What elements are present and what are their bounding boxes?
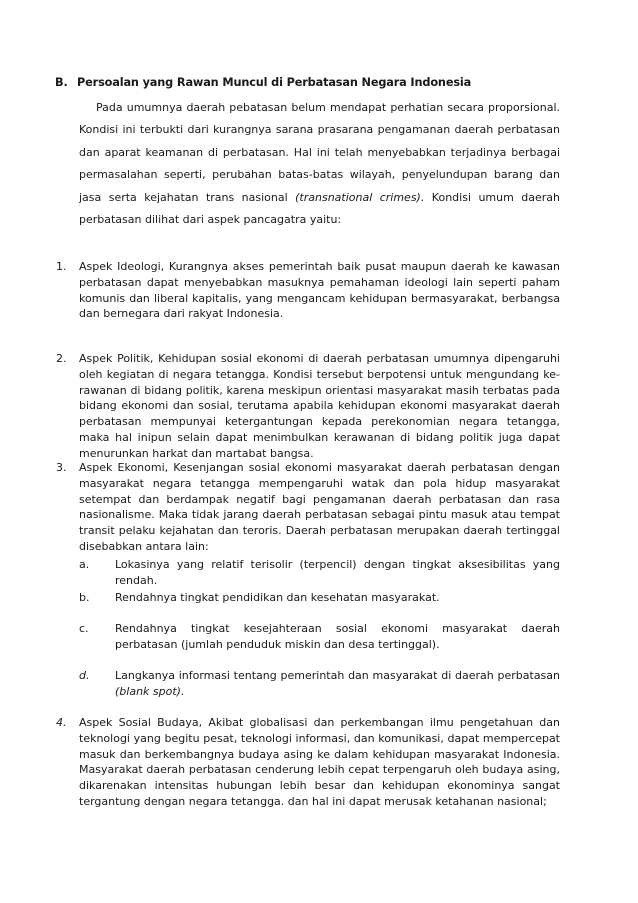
intro-italic: (transnational crimes). [295, 190, 425, 204]
sub-item [115, 557, 560, 589]
list-number: 4. [56, 716, 67, 729]
sub-item-letter: b. [79, 591, 90, 604]
list-item [79, 715, 560, 810]
list-item-text: Aspek Politik, Kehidupan sosial ekonomi di daerah perbatasan umumnya dipengaruhi oleh kegiatan di negara tetangga. Kondisi tersebut berpotensi untuk mengundang ke-rawanan di bidang politik, karena meskipun orientasi masyarakat masih terbatas pada bidang ekonomi dan sosial, terutama apabila kehidupan ekonomi masyarakat daerah perbatasan mempunyai ketergantungan kepada perekonomian negara tetangga, maka hal inipun selain dapat menimbulkan kerawanan di bidang politik juga dapat menurunkan harkat dan martabat bangsa. [79, 352, 560, 460]
list-item [79, 460, 560, 555]
list-number: 3. [56, 461, 67, 474]
intro-text: Pada umumnya daerah pebatasan belum mendapat perhatian secara proporsional. Kondisi ini terbukti dari kurangnya sarana prasarana pengamanan daerah perbatasan dan aparat keamanan di perbatasan. Hal ini telah menyebabkan terjadinya berbagai permasalahan seperti, perubahan batas-batas wilayah, penyelundupan barang dan jasa serta kejahatan trans nasional [79, 101, 560, 204]
list-number: 2. [56, 352, 67, 365]
section-heading [55, 76, 471, 89]
sub-item-text: Langkanya informasi tentang pemerintah dan masyarakat di daerah perbatasan [115, 669, 560, 682]
section-number: B. [55, 76, 68, 89]
intro-paragraph [79, 97, 560, 231]
sub-item-italic: (blank spot). [115, 684, 185, 698]
intro-text-end: Kondisi umum daerah perbatasan dilihat dari aspek pancagatra yaitu: [79, 190, 560, 227]
list-item-text: Aspek Sosial Budaya, Akibat globalisasi dan perkembangan ilmu pengetahuan dan teknologi yang begitu pesat, teknologi informasi, dan komunikasi, dapat mempercepat masuk dan berkembangnya budaya asing ke dalam kehidupan masyarakat Indonesia. Masyarakat daerah perbatasan cenderung lebih cepat terpengaruh oleh budaya asing, dikarenakan intensitas hubungan lebih besar dan kehidupan ekonominya sangat tergantung dengan negara tetangga. dan hal ini dapat merusak ketahanan nasional; [79, 716, 560, 808]
sub-item [115, 621, 560, 653]
sub-item-text: Rendahnya tingkat pendidikan dan kesehatan masyarakat. [115, 591, 440, 604]
list-item [79, 351, 560, 462]
sub-item-text: Lokasinya yang relatif terisolir (terpencil) dengan tingkat aksesibilitas yang rendah. [115, 558, 560, 587]
section-title: Persoalan yang Rawan Muncul di Perbatasan Negara Indonesia [77, 76, 472, 89]
list-number: 1. [56, 260, 67, 273]
sub-item-letter: c. [79, 622, 89, 635]
sub-item [115, 590, 560, 606]
sub-item-letter: d. [79, 669, 90, 682]
list-item-text: Aspek Ideologi, Kurangnya akses pemerintah baik pusat maupun daerah ke kawasan perbatasan dapat menyebabkan masuknya pemahaman ideologi lain seperti paham komunis dan liberal kapitalis, yang mengancam kehidupan bermasyarakat, berbangsa dan bernegara dari rakyat Indonesia. [79, 260, 560, 321]
list-item-text: Aspek Ekonomi, Kesenjangan sosial ekonomi masyarakat daerah perbatasan dengan masyarakat negara tetangga mempengaruhi watak dan pola hidup masyarakat setempat dan berdampak negatif bagi pengamanan daerah perbatasan dan rasa nasionalisme. Maka tidak jarang daerah perbatasan sebagai pintu masuk atau tempat transit pelaku kejahatan dan teroris. Daerah perbatasan merupakan daerah tertinggal disebabkan antara lain: [79, 461, 560, 553]
sub-item-letter: a. [79, 558, 90, 571]
sub-item-text: Rendahnya tingkat kesejahteraan sosial ekonomi masyarakat daerah perbatasan (jumlah penduduk miskin dan desa tertinggal). [115, 622, 560, 651]
list-item [79, 259, 560, 322]
sub-item [115, 668, 560, 700]
